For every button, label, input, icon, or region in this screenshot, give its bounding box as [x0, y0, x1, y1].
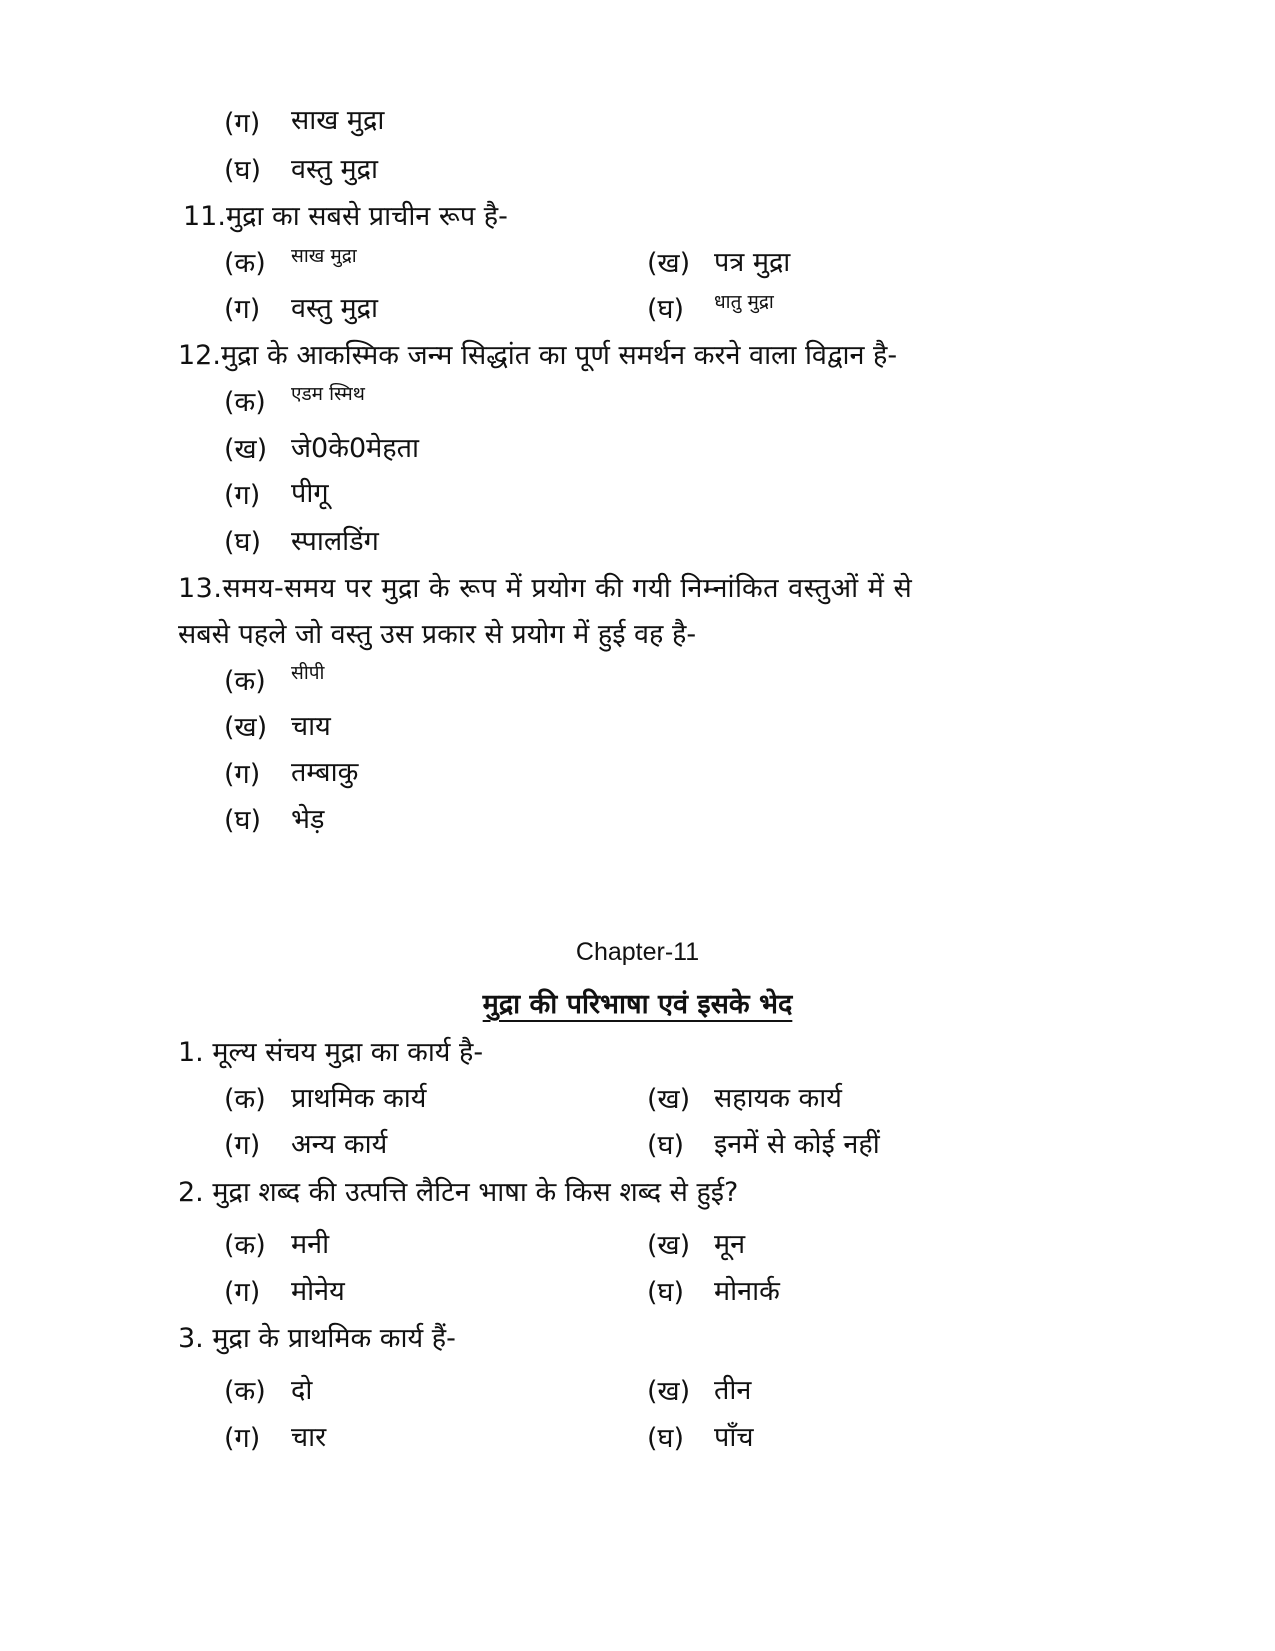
option-label: (ख): [647, 248, 691, 279]
option-text: स्पालडिंग: [291, 526, 379, 557]
option-label: (घ): [224, 155, 262, 186]
option-text: भेड़: [291, 804, 325, 835]
option-label: (ग): [224, 294, 261, 325]
option-label: (क): [224, 666, 266, 697]
option-text: इनमें से कोई नहीं: [714, 1129, 880, 1160]
option-label: (घ): [224, 527, 262, 558]
option-label: (ग): [224, 759, 261, 790]
option-label: (घ): [647, 294, 685, 325]
option-label: (क): [224, 248, 266, 279]
question-text: 2. मुद्रा शब्द की उत्पत्ति लैटिन भाषा के किस शब्द से हुई?: [178, 1177, 739, 1208]
option-text: पत्र मुद्रा: [714, 247, 791, 278]
option-text: अन्य कार्य: [291, 1129, 388, 1160]
option-text: वस्तु मुद्रा: [291, 293, 378, 324]
question-text: 12.मुद्रा के आकस्मिक जन्म सिद्धांत का पूर्ण समर्थन करने वाला विद्वान है-: [178, 340, 898, 371]
option-label: (ख): [224, 434, 268, 465]
option-label: (क): [224, 387, 266, 418]
option-text: मोनेय: [291, 1276, 345, 1307]
option-label: (घ): [647, 1423, 685, 1454]
option-label: (ख): [224, 712, 268, 743]
option-label: (ग): [224, 1277, 261, 1308]
option-label: (घ): [224, 805, 262, 836]
option-text: धातु मुद्रा: [714, 291, 774, 313]
option-label: (ग): [224, 1423, 261, 1454]
option-label: (ख): [647, 1376, 691, 1407]
option-label: (क): [224, 1230, 266, 1261]
option-label: (घ): [647, 1277, 685, 1308]
option-text: मनी: [291, 1229, 330, 1260]
option-text: सीपी: [291, 662, 325, 684]
option-text: चाय: [291, 711, 331, 742]
chapter-title: मुद्रा की परिभाषा एवं इसके भेद: [482, 989, 793, 1020]
option-text: एडम स्मिथ: [291, 383, 365, 405]
option-label: (ग): [224, 480, 261, 511]
option-label: (क): [224, 1084, 266, 1115]
question-text-line1: 13.समय-समय पर मुद्रा के रूप में प्रयोग की गयी निम्नांकित वस्तुओं में से: [178, 573, 913, 604]
question-text: 11.मुद्रा का सबसे प्राचीन रूप है-: [183, 201, 508, 232]
option-label: (ख): [647, 1230, 691, 1261]
option-text: वस्तु मुद्रा: [291, 154, 378, 185]
question-text-line2: सबसे पहले जो वस्तु उस प्रकार से प्रयोग में हुई वह है-: [178, 619, 697, 650]
chapter-label: Chapter-11: [575, 938, 700, 966]
option-text: पाँच: [714, 1422, 754, 1453]
option-text: सहायक कार्य: [714, 1083, 842, 1114]
option-text: मून: [714, 1229, 746, 1260]
option-label: (ख): [647, 1084, 691, 1115]
option-text: मोनार्क: [714, 1276, 780, 1307]
option-text: तम्बाकु: [291, 757, 359, 788]
option-text: चार: [291, 1422, 327, 1453]
option-text: साख मुद्रा: [291, 105, 385, 136]
question-text: 1. मूल्य संचय मुद्रा का कार्य है-: [178, 1037, 484, 1068]
option-text: साख मुद्रा: [291, 245, 357, 267]
option-label: (घ): [647, 1130, 685, 1161]
option-text: प्राथमिक कार्य: [291, 1083, 427, 1114]
question-text: 3. मुद्रा के प्राथमिक कार्य हैं-: [178, 1323, 456, 1354]
option-text: तीन: [714, 1375, 752, 1406]
option-text: जे0के0मेहता: [291, 433, 419, 464]
option-label: (ग): [224, 108, 261, 139]
option-label: (क): [224, 1376, 266, 1407]
option-text: दो: [291, 1375, 313, 1406]
option-text: पीगू: [291, 478, 329, 509]
option-label: (ग): [224, 1130, 261, 1161]
